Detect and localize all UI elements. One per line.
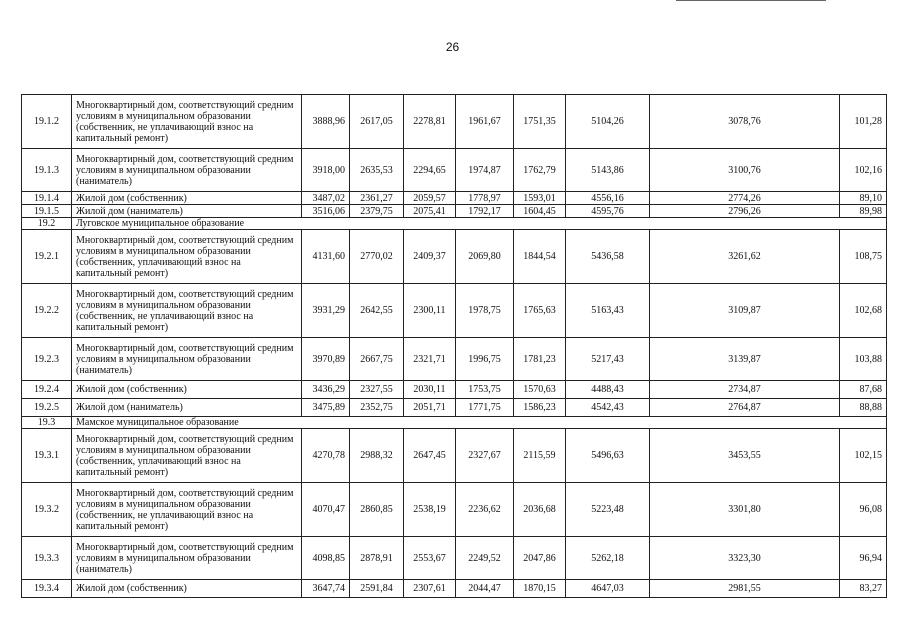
top-rule bbox=[676, 0, 826, 1]
value-cell: 2647,45 bbox=[404, 429, 456, 483]
value-cell: 2617,05 bbox=[350, 95, 404, 149]
row-name: Жилой дом (наниматель) bbox=[72, 205, 302, 218]
value-cell: 2278,81 bbox=[404, 95, 456, 149]
value-cell: 2047,86 bbox=[514, 537, 566, 580]
value-cell: 4131,60 bbox=[302, 230, 350, 284]
value-cell: 5262,18 bbox=[566, 537, 650, 580]
value-cell: 2774,26 bbox=[650, 192, 840, 205]
value-cell: 3109,87 bbox=[650, 284, 840, 338]
table-row bbox=[22, 205, 887, 218]
table-row bbox=[22, 149, 887, 192]
value-cell: 4647,03 bbox=[566, 580, 650, 598]
table-row bbox=[22, 284, 887, 338]
value-cell: 3323,30 bbox=[650, 537, 840, 580]
value-cell: 3918,00 bbox=[302, 149, 350, 192]
value-cell: 2069,80 bbox=[456, 230, 514, 284]
value-cell: 2115,59 bbox=[514, 429, 566, 483]
value-cell: 2075,41 bbox=[404, 205, 456, 218]
row-name: Многоквартирный дом, соответствующий средним условиям в муниципальном образовании (собственник, уплачивающий взнос на капитальный ремонт) bbox=[72, 230, 302, 284]
table-row bbox=[22, 580, 887, 598]
value-cell: 2030,11 bbox=[404, 381, 456, 399]
row-name: Многоквартирный дом, соответствующий средним условиям в муниципальном образовании (собственник, не уплачивающий взнос на капитальный ремонт) bbox=[72, 284, 302, 338]
value-cell: 101,28 bbox=[840, 95, 887, 149]
value-cell: 2300,11 bbox=[404, 284, 456, 338]
table-row bbox=[22, 399, 887, 417]
value-cell: 1996,75 bbox=[456, 338, 514, 381]
value-cell: 1781,23 bbox=[514, 338, 566, 381]
value-cell: 4542,43 bbox=[566, 399, 650, 417]
value-cell: 3475,89 bbox=[302, 399, 350, 417]
value-cell: 2642,55 bbox=[350, 284, 404, 338]
row-code: 19.1.2 bbox=[22, 95, 72, 149]
value-cell: 2249,52 bbox=[456, 537, 514, 580]
value-cell: 103,88 bbox=[840, 338, 887, 381]
value-cell: 87,68 bbox=[840, 381, 887, 399]
value-cell: 4556,16 bbox=[566, 192, 650, 205]
value-cell: 1771,75 bbox=[456, 399, 514, 417]
value-cell: 2860,85 bbox=[350, 483, 404, 537]
value-cell: 1870,15 bbox=[514, 580, 566, 598]
value-cell: 3301,80 bbox=[650, 483, 840, 537]
value-cell: 3139,87 bbox=[650, 338, 840, 381]
value-cell: 89,10 bbox=[840, 192, 887, 205]
value-cell: 1978,75 bbox=[456, 284, 514, 338]
value-cell: 2635,53 bbox=[350, 149, 404, 192]
value-cell: 3100,76 bbox=[650, 149, 840, 192]
value-cell: 5223,48 bbox=[566, 483, 650, 537]
row-name: Многоквартирный дом, соответствующий средним условиям в муниципальном образовании (наниматель) bbox=[72, 338, 302, 381]
value-cell: 2379,75 bbox=[350, 205, 404, 218]
value-cell: 3453,55 bbox=[650, 429, 840, 483]
row-code: 19.3.2 bbox=[22, 483, 72, 537]
row-code: 19.2.4 bbox=[22, 381, 72, 399]
value-cell: 3261,62 bbox=[650, 230, 840, 284]
value-cell: 5217,43 bbox=[566, 338, 650, 381]
row-code: 19.3.1 bbox=[22, 429, 72, 483]
value-cell: 5436,58 bbox=[566, 230, 650, 284]
row-name: Жилой дом (собственник) bbox=[72, 580, 302, 598]
row-name: Жилой дом (наниматель) bbox=[72, 399, 302, 417]
table-row bbox=[22, 483, 887, 537]
value-cell: 1751,35 bbox=[514, 95, 566, 149]
value-cell: 2051,71 bbox=[404, 399, 456, 417]
value-cell: 102,68 bbox=[840, 284, 887, 338]
table-row bbox=[22, 192, 887, 205]
value-cell: 5143,86 bbox=[566, 149, 650, 192]
page-number: 26 bbox=[445, 40, 460, 54]
value-cell: 5496,63 bbox=[566, 429, 650, 483]
value-cell: 1778,97 bbox=[456, 192, 514, 205]
section-row bbox=[22, 417, 887, 429]
row-name: Жилой дом (собственник) bbox=[72, 381, 302, 399]
row-name: Многоквартирный дом, соответствующий средним условиям в муниципальном образовании (наниматель) bbox=[72, 149, 302, 192]
row-name: Многоквартирный дом, соответствующий средним условиям в муниципальном образовании (собственник, не уплачивающий взнос на капитальный ремонт) bbox=[72, 483, 302, 537]
value-cell: 2321,71 bbox=[404, 338, 456, 381]
value-cell: 2236,62 bbox=[456, 483, 514, 537]
value-cell: 1570,63 bbox=[514, 381, 566, 399]
value-cell: 2770,02 bbox=[350, 230, 404, 284]
value-cell: 1844,54 bbox=[514, 230, 566, 284]
value-cell: 4098,85 bbox=[302, 537, 350, 580]
value-cell: 5104,26 bbox=[566, 95, 650, 149]
value-cell: 2878,91 bbox=[350, 537, 404, 580]
value-cell: 2361,27 bbox=[350, 192, 404, 205]
table-row bbox=[22, 429, 887, 483]
value-cell: 2409,37 bbox=[404, 230, 456, 284]
value-cell: 2352,75 bbox=[350, 399, 404, 417]
value-cell: 89,98 bbox=[840, 205, 887, 218]
value-cell: 2327,67 bbox=[456, 429, 514, 483]
value-cell: 3516,06 bbox=[302, 205, 350, 218]
value-cell: 1974,87 bbox=[456, 149, 514, 192]
table-row bbox=[22, 381, 887, 399]
value-cell: 2734,87 bbox=[650, 381, 840, 399]
value-cell: 2981,55 bbox=[650, 580, 840, 598]
row-code: 19.1.4 bbox=[22, 192, 72, 205]
value-cell: 4070,47 bbox=[302, 483, 350, 537]
row-name: Многоквартирный дом, соответствующий средним условиям в муниципальном образовании (собственник, не уплачивающий взнос на капитальный ремонт) bbox=[72, 95, 302, 149]
row-code: 19.3.4 bbox=[22, 580, 72, 598]
value-cell: 1765,63 bbox=[514, 284, 566, 338]
tariff-table bbox=[21, 94, 887, 598]
value-cell: 3436,29 bbox=[302, 381, 350, 399]
table-row bbox=[22, 230, 887, 284]
value-cell: 1792,17 bbox=[456, 205, 514, 218]
row-code: 19.2.1 bbox=[22, 230, 72, 284]
tariff-table-body bbox=[22, 95, 887, 598]
value-cell: 2988,32 bbox=[350, 429, 404, 483]
value-cell: 3888,96 bbox=[302, 95, 350, 149]
value-cell: 2764,87 bbox=[650, 399, 840, 417]
value-cell: 2059,57 bbox=[404, 192, 456, 205]
value-cell: 83,27 bbox=[840, 580, 887, 598]
row-name: Жилой дом (собственник) bbox=[72, 192, 302, 205]
value-cell: 3647,74 bbox=[302, 580, 350, 598]
value-cell: 4595,76 bbox=[566, 205, 650, 218]
row-name: Многоквартирный дом, соответствующий средним условиям в муниципальном образовании (наниматель) bbox=[72, 537, 302, 580]
value-cell: 2667,75 bbox=[350, 338, 404, 381]
row-code: 19.3.3 bbox=[22, 537, 72, 580]
value-cell: 1762,79 bbox=[514, 149, 566, 192]
row-code: 19.1.3 bbox=[22, 149, 72, 192]
value-cell: 2294,65 bbox=[404, 149, 456, 192]
value-cell: 3078,76 bbox=[650, 95, 840, 149]
row-code: 19.2.2 bbox=[22, 284, 72, 338]
section-name: Мамское муниципальное образование bbox=[72, 417, 887, 429]
row-code: 19.2.5 bbox=[22, 399, 72, 417]
value-cell: 3487,02 bbox=[302, 192, 350, 205]
value-cell: 88,88 bbox=[840, 399, 887, 417]
value-cell: 96,08 bbox=[840, 483, 887, 537]
value-cell: 1586,23 bbox=[514, 399, 566, 417]
row-name: Многоквартирный дом, соответствующий средним условиям в муниципальном образовании (собственник, уплачивающий взнос на капитальный ремонт) bbox=[72, 429, 302, 483]
value-cell: 1604,45 bbox=[514, 205, 566, 218]
value-cell: 2036,68 bbox=[514, 483, 566, 537]
section-row bbox=[22, 218, 887, 230]
row-code: 19.2 bbox=[22, 218, 72, 230]
value-cell: 3970,89 bbox=[302, 338, 350, 381]
value-cell: 2796,26 bbox=[650, 205, 840, 218]
table-row bbox=[22, 95, 887, 149]
value-cell: 2044,47 bbox=[456, 580, 514, 598]
value-cell: 1593,01 bbox=[514, 192, 566, 205]
table-row bbox=[22, 537, 887, 580]
value-cell: 1961,67 bbox=[456, 95, 514, 149]
value-cell: 102,15 bbox=[840, 429, 887, 483]
row-code: 19.2.3 bbox=[22, 338, 72, 381]
row-code: 19.3 bbox=[22, 417, 72, 429]
table-row bbox=[22, 338, 887, 381]
section-name: Луговское муниципальное образование bbox=[72, 218, 887, 230]
value-cell: 2307,61 bbox=[404, 580, 456, 598]
value-cell: 102,16 bbox=[840, 149, 887, 192]
value-cell: 2553,67 bbox=[404, 537, 456, 580]
row-code: 19.1.5 bbox=[22, 205, 72, 218]
value-cell: 2327,55 bbox=[350, 381, 404, 399]
value-cell: 5163,43 bbox=[566, 284, 650, 338]
value-cell: 2591,84 bbox=[350, 580, 404, 598]
value-cell: 108,75 bbox=[840, 230, 887, 284]
value-cell: 2538,19 bbox=[404, 483, 456, 537]
value-cell: 4488,43 bbox=[566, 381, 650, 399]
value-cell: 4270,78 bbox=[302, 429, 350, 483]
value-cell: 1753,75 bbox=[456, 381, 514, 399]
value-cell: 3931,29 bbox=[302, 284, 350, 338]
value-cell: 96,94 bbox=[840, 537, 887, 580]
